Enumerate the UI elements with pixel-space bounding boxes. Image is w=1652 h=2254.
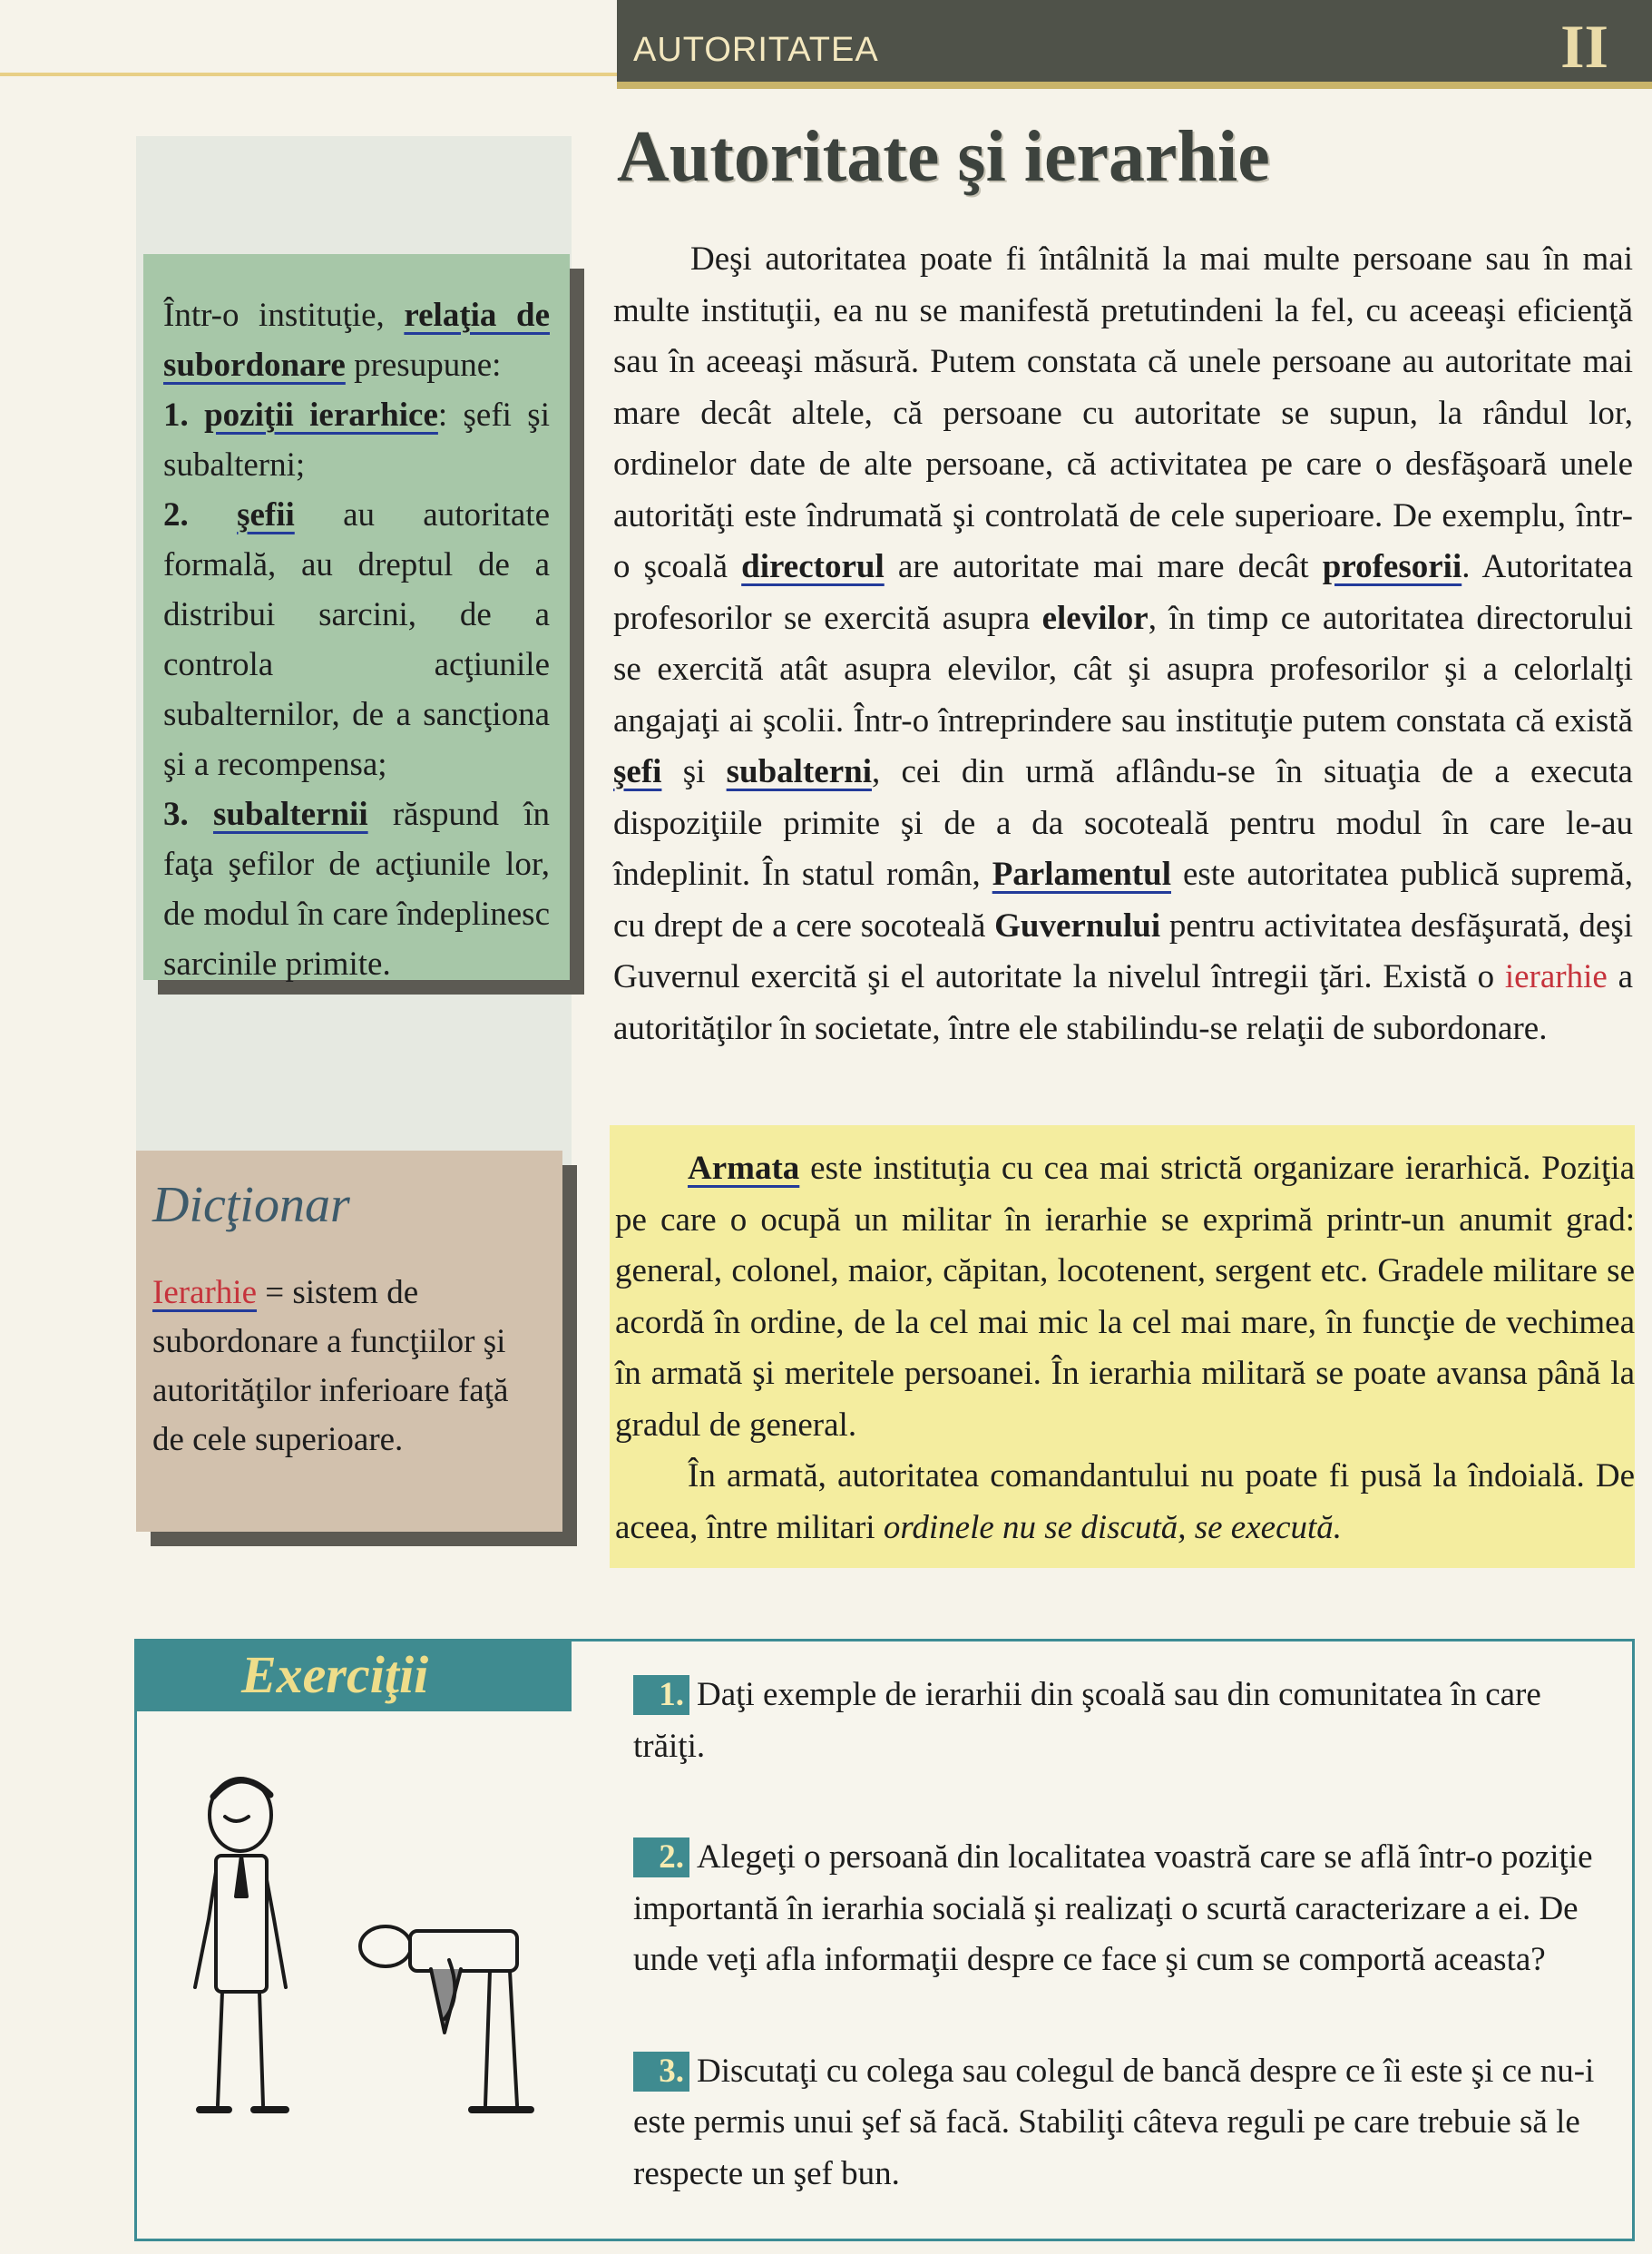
exercise-number-3: 3. xyxy=(633,2052,689,2092)
dictionary-card xyxy=(136,1151,562,1532)
subordination-intro: Într-o instituţie, relaţia de subordonare presupune: xyxy=(163,297,550,384)
keyword-armata: Armata xyxy=(688,1150,800,1187)
army-paragraph-1: Armata este instituţia cu cea mai strictă organizare ierarhică. Poziţia pe care o ocupă un militar în ierarhie se exprimă printr-un anumit grad: general, colonel, maior, căpitan, locotenent, sergent etc. Gradele militare se acordă în ordine, de la cel mai mic la cel mai mare, în funcţie de vechimea în armată şi meritele persoanei. În ierarhia militară se poate avansa până la gradul de general. xyxy=(615,1150,1635,1444)
exercises-title: Exerciţii xyxy=(241,1645,429,1704)
army-box xyxy=(610,1125,1635,1568)
dictionary-title: Dicţionar xyxy=(152,1177,350,1233)
subordination-item-2: 2. şefii au autoritate formală, au dreptul de a distribui sarcini, de a controla acţiunile subalternilor, de a sancţiona şi a recompensa; xyxy=(163,496,550,783)
chapter-number: II xyxy=(1560,12,1608,81)
dictionary-definition: Ierarhie = sistem de subordonare a funcţiilor şi autorităţilor inferioare faţă de cele superioare. xyxy=(152,1274,509,1458)
exercise-number-1: 1. xyxy=(633,1675,689,1715)
keyword-director: directorul xyxy=(741,548,885,585)
keyword-subalterni: subalterni xyxy=(726,753,872,790)
dictionary-term: Ierarhie xyxy=(152,1274,258,1311)
exercise-text-2: Alegeţi o persoană din localitatea voastră care se află într-o poziţie importantă în ierarhia socială şi realizaţi o scurtă caracterizare a ei. De unde veţi afla informaţii despre ce face şi cum se comportă aceasta? xyxy=(633,1838,1593,1978)
exercise-text-3: Discutaţi cu colega sau colegul de bancă despre ce îi este şi ce nu-i este permis unui şef să facă. Stabiliţi câteva reguli pe care trebuie să le respecte un şef bun. xyxy=(633,2052,1595,2192)
subordination-item-3: 3. subalternii răspund în faţa şefilor de acţiunile lor, de modul în care îndeplinesc sarcinile primite. xyxy=(163,796,550,983)
exercise-item-2 xyxy=(610,1832,1608,1986)
exercise-number-2: 2. xyxy=(633,1838,689,1877)
keyword-ierarhie: ierarhie xyxy=(1504,958,1608,995)
keyword-parlamentul: Parlamentul xyxy=(992,856,1171,893)
keyword-elevilor: elevilor xyxy=(1041,599,1149,637)
keyword-guvernului: Guvernului xyxy=(994,906,1161,945)
keyword-subordination: relaţia de subordonare xyxy=(163,297,550,384)
keyword-profesorii: profesorii xyxy=(1322,548,1462,585)
exercise-list xyxy=(610,1670,1608,2200)
army-paragraph-2: În armată, autoritatea comandantului nu poate fi pusă la îndoială. De aceea, între militari ordinele nu se discută, se execută. xyxy=(615,1457,1635,1546)
main-paragraph: Deşi autoritatea poate fi întâlnită la mai multe persoane sau în mai multe instituţii, ea nu se manifestă pretutindeni la fel, cu aceeaşi eficienţă sau în aceeaşi măsură. Putem constata că unele persoane au autoritate mai mare decât altele, că persoane cu autoritate se supun, la rândul lor, ordinelor date de alte persoane, că activitatea pe care o desfăşoară unele autorităţi este îndrumată şi controlată de cele superioare. De exemplu, într-o şcoală directorul are autoritate mai mare decât profesorii. Autoritatea profesorilor se exercită asupra elevilor, în timp ce autoritatea directorului se exercită atât asupra elevilor, cât şi asupra profesorilor şi a celorlalţi angajaţi ai şcolii. Într-o întreprindere sau instituţie putem constata că există şefi şi subalterni, cei din urmă aflându-se în situaţia de a executa dispoziţiile primite şi de a da socoteală pentru modul în care le-au îndeplinit. În statul român, Parlamentul este autoritatea publică supremă, cu drept de a cere socoteală Guvernului pentru activitatea desfăşurată, deşi Guvernul exercită şi el autoritate la nivelul întregii ţări. Există o ierarhie a autorităţilor în societate, între ele stabilindu-se relaţii de subordonare. xyxy=(613,240,1634,1047)
page-title: Autoritate şi ierarhie xyxy=(617,117,1270,197)
top-rule xyxy=(0,73,617,76)
subordination-card xyxy=(143,254,570,983)
exercises-tab xyxy=(134,1639,572,1711)
cartoon-illustration xyxy=(172,1760,572,2141)
chapter-header xyxy=(617,0,1652,89)
exercise-item-1 xyxy=(610,1670,1608,1772)
chapter-label: AUTORITATEA xyxy=(633,31,879,69)
subordination-item-1: 1. poziţii ierarhice: şefi şi subalterni; xyxy=(163,397,550,484)
exercise-item-3 xyxy=(610,2046,1608,2200)
keyword-sefi: şefi xyxy=(613,753,662,790)
exercise-text-1: Daţi exemple de ierarhii din şcoală sau din comunitatea în care trăiţi. xyxy=(633,1676,1541,1765)
